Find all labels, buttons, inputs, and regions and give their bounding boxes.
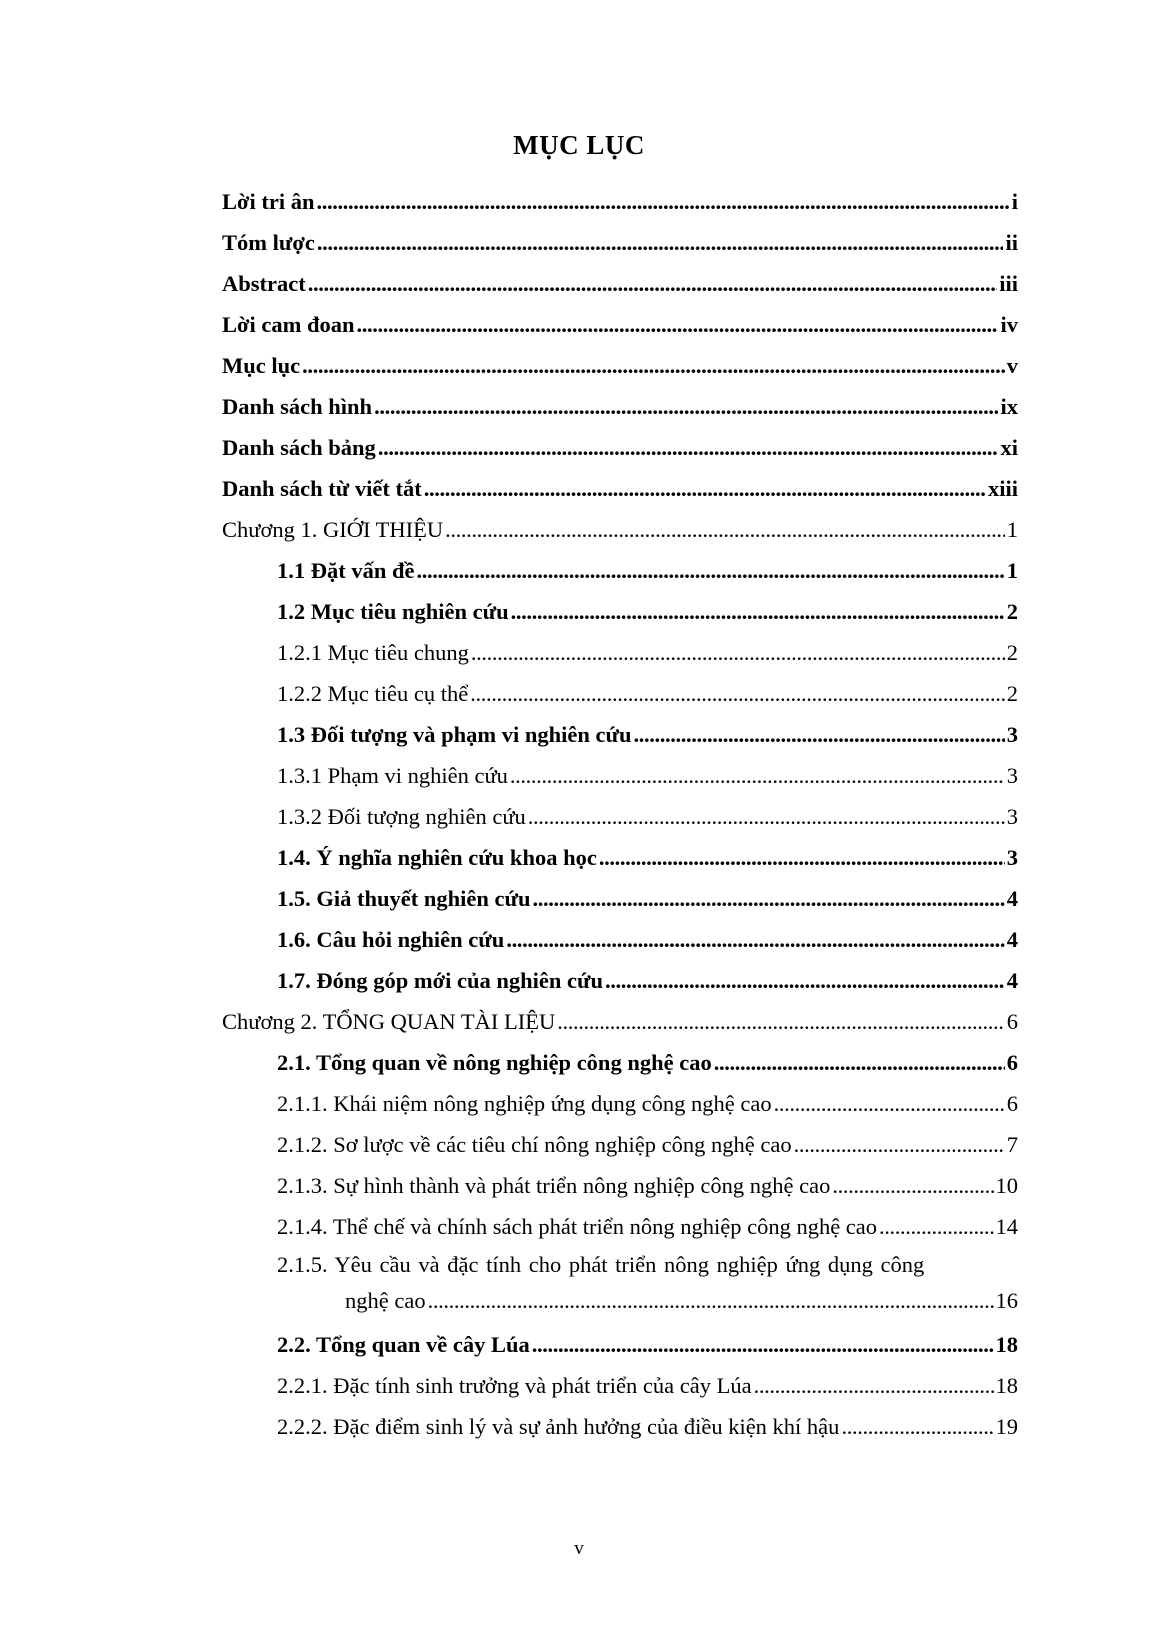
toc-entry-label: 2.2.1. Đặc tính sinh trưởng và phát triển của cây Lúa (277, 1373, 752, 1398)
toc-entry-2-1-4[interactable] (222, 1206, 1018, 1247)
toc-entry-label: 2.1.3. Sự hình thành và phát triển nông nghiệp công nghệ cao (277, 1173, 831, 1198)
toc-leader-dots (317, 222, 1004, 263)
toc-leader-dots (754, 1365, 994, 1406)
toc-leader-dots (832, 1165, 993, 1206)
toc-entry-2-2-1[interactable] (222, 1365, 1018, 1406)
toc-leader-dots (557, 1001, 1005, 1042)
toc-entry-2-1-3[interactable] (222, 1165, 1018, 1206)
toc-entry-label-line1: 2.1.5. Yêu cầu và đặc tính cho phát triển nông nghiệp ứng dụng công (277, 1252, 925, 1277)
toc-entry-2-1-5[interactable] (222, 1247, 1018, 1324)
toc-entry-1-4[interactable] (222, 837, 1018, 878)
toc-page-number: 2 (1006, 640, 1018, 665)
toc-entry-label: 1.5. Giả thuyết nghiên cứu (277, 886, 531, 911)
toc-entry-label: 1.2.2 Mục tiêu cụ thể (277, 681, 469, 706)
toc-entry-label: Lời tri ân (222, 189, 315, 214)
toc-entry-2-1-1[interactable] (222, 1083, 1018, 1124)
toc-page-number: 19 (995, 1414, 1018, 1439)
toc-entry-label: 1.2.1 Mục tiêu chung (277, 640, 469, 665)
toc-entry-label: 2.1. Tổng quan về nông nghiệp công nghệ cao (277, 1050, 712, 1075)
toc-page-number: i (1011, 189, 1018, 214)
toc-page-number: 2 (1006, 599, 1018, 624)
toc-entry-label: 2.2.2. Đặc điểm sinh lý và sự ảnh hưởng của điều kiện khí hậu (277, 1414, 840, 1439)
toc-entry-label: 1.3.1 Phạm vi nghiên cứu (277, 763, 508, 788)
toc-entry-1-3[interactable] (222, 714, 1018, 755)
toc-entry-label: 2.1.1. Khái niệm nông nghiệp ứng dụng công nghệ cao (277, 1091, 772, 1116)
toc-page-number: ii (1005, 230, 1018, 255)
toc-entry-label: Chương 1. GIỚI THIỆU (222, 517, 444, 542)
toc-entry-label: Mục lục (222, 353, 301, 378)
toc-entry-loi-tri-an[interactable] (222, 181, 1018, 222)
toc-entry-label: 1.3 Đối tượng và phạm vi nghiên cứu (277, 722, 632, 747)
toc-page-number: 2 (1006, 681, 1018, 706)
toc-entry-danh-sach-bang[interactable] (222, 427, 1018, 468)
toc-page-number: 6 (1006, 1050, 1018, 1075)
toc-leader-dots (605, 960, 1005, 1001)
toc-entry-label: 2.1.4. Thể chế và chính sách phát triển nông nghiệp công nghệ cao (277, 1214, 878, 1239)
footer-page-number: v (574, 1538, 584, 1559)
toc-entry-label: 1.7. Đóng góp mới của nghiên cứu (277, 968, 604, 993)
toc-entry-tom-luoc[interactable] (222, 222, 1018, 263)
toc-entry-label: 1.4. Ý nghĩa nghiên cứu khoa học (277, 845, 597, 870)
toc-leader-dots (714, 1042, 1005, 1083)
toc-entry-label: Danh sách từ viết tắt (222, 476, 422, 501)
toc-entry-1-2[interactable] (222, 591, 1018, 632)
toc-leader-dots (532, 1324, 994, 1365)
toc-entry-label: 2.2. Tổng quan về cây Lúa (277, 1332, 530, 1357)
toc-leader-dots (445, 509, 1005, 550)
toc-page-number: iv (1000, 312, 1018, 337)
toc-page-number: 1 (1006, 558, 1018, 583)
toc-entry-1-3-1[interactable] (222, 755, 1018, 796)
toc-entry-2-1[interactable] (222, 1042, 1018, 1083)
toc-entry-label: Danh sách hình (222, 394, 373, 419)
toc-page-number: 3 (1006, 722, 1018, 747)
toc-leader-dots (879, 1206, 993, 1247)
toc-page-number: 18 (995, 1332, 1018, 1357)
toc-entry-1-6[interactable] (222, 919, 1018, 960)
toc-entry-1-1[interactable] (222, 550, 1018, 591)
toc-page-number: xi (1000, 435, 1018, 460)
toc-entry-danh-sach-tu-viet-tat[interactable] (222, 468, 1018, 509)
toc-entry-label: Tóm lược (222, 230, 315, 255)
toc-entry-label-line2: nghệ cao (345, 1288, 426, 1313)
toc-entry-label: Abstract (222, 271, 306, 296)
toc-entry-danh-sach-hinh[interactable] (222, 386, 1018, 427)
toc-page-number: 6 (1006, 1091, 1018, 1116)
toc-entry-1-7[interactable] (222, 960, 1018, 1001)
toc-entry-chuong-2[interactable] (222, 1001, 1018, 1042)
toc-page-number: 10 (995, 1173, 1018, 1198)
toc-entry-label: 1.1 Đặt vấn đề (277, 558, 415, 583)
toc-leader-dots (533, 878, 1005, 919)
toc-entry-2-2[interactable] (222, 1324, 1018, 1365)
toc-entry-2-1-2[interactable] (222, 1124, 1018, 1165)
toc-page-number: 4 (1006, 927, 1018, 952)
toc-leader-dots (471, 632, 1005, 673)
toc-entry-label: 1.2 Mục tiêu nghiên cứu (277, 599, 509, 624)
table-of-contents (222, 181, 1018, 1447)
toc-leader-dots (424, 468, 986, 509)
toc-leader-dots (378, 427, 999, 468)
toc-page-number: 6 (1006, 1009, 1018, 1034)
toc-entry-1-3-2[interactable] (222, 796, 1018, 837)
toc-page-number: 16 (995, 1288, 1018, 1313)
toc-leader-dots (316, 181, 1009, 222)
toc-page-number: 1 (1006, 517, 1018, 542)
toc-leader-dots (794, 1124, 1005, 1165)
toc-entry-label: Danh sách bảng (222, 435, 376, 460)
toc-page-number: 3 (1006, 845, 1018, 870)
toc-page-number: xiii (987, 476, 1018, 501)
toc-leader-dots (510, 755, 1005, 796)
toc-entry-1-2-1[interactable] (222, 632, 1018, 673)
toc-leader-dots (308, 263, 998, 304)
toc-entry-label: 2.1.2. Sơ lược về các tiêu chí nông nghiệp công nghệ cao (277, 1132, 792, 1157)
toc-page-number: 3 (1006, 763, 1018, 788)
toc-page-number: 4 (1006, 968, 1018, 993)
toc-entry-label: 1.6. Câu hỏi nghiên cứu (277, 927, 505, 952)
toc-leader-dots (470, 673, 1005, 714)
toc-entry-loi-cam-doan[interactable] (222, 304, 1018, 345)
toc-leader-dots (302, 345, 1005, 386)
toc-entry-1-5[interactable] (222, 878, 1018, 919)
page-title: MỤC LỤC (513, 130, 645, 160)
toc-entry-label: 1.3.2 Đối tượng nghiên cứu (277, 804, 526, 829)
toc-leader-dots (506, 919, 1004, 960)
toc-page-number: iii (999, 271, 1018, 296)
toc-entry-1-2-2[interactable] (222, 673, 1018, 714)
toc-page-number: 18 (995, 1373, 1018, 1398)
toc-leader-dots (774, 1083, 1005, 1124)
toc-entry-muc-luc[interactable] (222, 345, 1018, 386)
toc-leader-dots (634, 714, 1005, 755)
toc-page-number: 4 (1006, 886, 1018, 911)
toc-leader-dots (417, 550, 1005, 591)
toc-entry-label: Chương 2. TỔNG QUAN TÀI LIỆU (222, 1009, 556, 1034)
toc-page-number: 14 (995, 1214, 1018, 1239)
toc-leader-dots (374, 386, 998, 427)
toc-leader-dots (599, 837, 1005, 878)
toc-page-number: 7 (1006, 1132, 1018, 1157)
toc-page-number: ix (1000, 394, 1018, 419)
toc-page-number: v (1006, 353, 1018, 378)
toc-entry-line2 (222, 1283, 1018, 1324)
toc-leader-dots (841, 1406, 993, 1447)
toc-page-number: 3 (1006, 804, 1018, 829)
toc-entry-abstract[interactable] (222, 263, 1018, 304)
toc-entry-2-2-2[interactable] (222, 1406, 1018, 1447)
toc-leader-dots (511, 591, 1005, 632)
toc-leader-dots (428, 1283, 994, 1319)
toc-entry-chuong-1[interactable] (222, 509, 1018, 550)
toc-leader-dots (528, 796, 1005, 837)
toc-leader-dots (356, 304, 998, 345)
toc-entry-label: Lời cam đoan (222, 312, 355, 337)
